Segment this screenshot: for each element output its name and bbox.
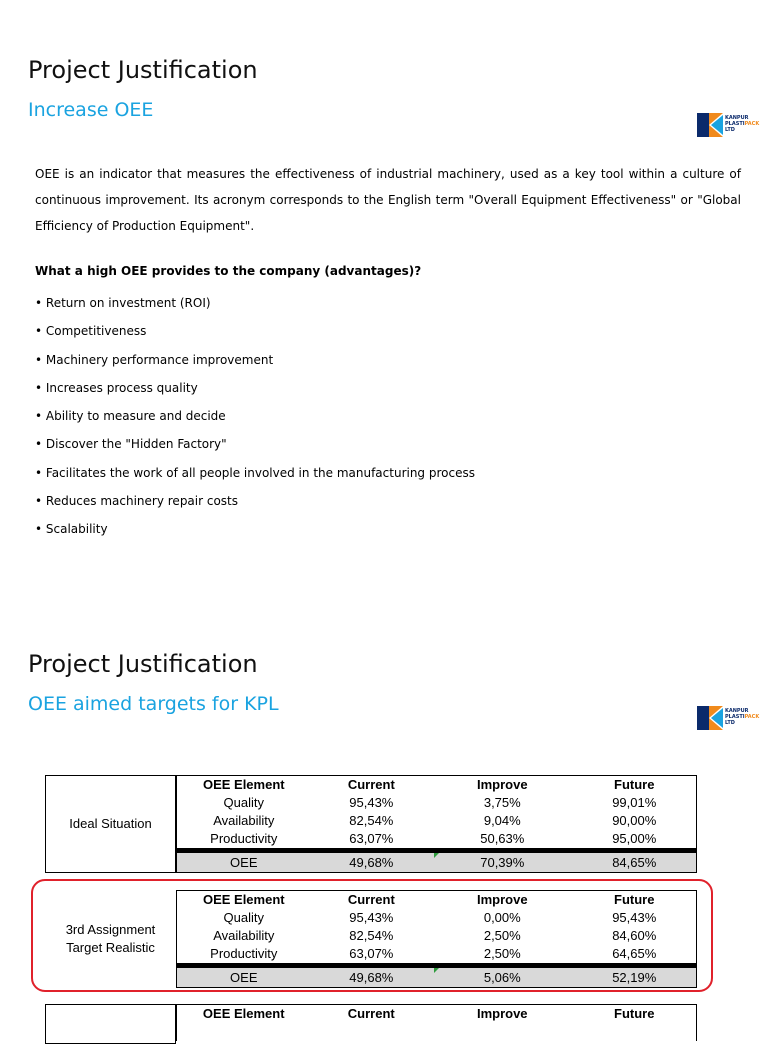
table-cell: 0,00% — [483, 910, 521, 925]
table-cell: 84,60% — [612, 928, 657, 943]
table-cell: 95,43% — [349, 910, 394, 925]
column-header: Future — [572, 1005, 696, 1024]
table-header-row — [177, 776, 697, 795]
table-header-row — [177, 1005, 697, 1024]
block-label: Ideal Situation — [45, 775, 176, 873]
advantages-heading: What a high OEE provides to the company (advantages)? — [35, 264, 422, 278]
table-cell: 63,07% — [311, 945, 433, 966]
list-item: • Machinery performance improvement — [35, 352, 274, 367]
logo-text: KANPUR PLASTIPACK LTD — [725, 115, 760, 133]
table-cell: 2,50% — [432, 945, 572, 966]
table-cell: Quality — [223, 795, 265, 810]
table-cell: 49,68% — [311, 966, 433, 988]
table-cell: 82,54% — [349, 813, 394, 828]
list-item: • Ability to measure and decide — [35, 409, 226, 424]
logo-mark-icon — [697, 113, 723, 137]
table-cell: 63,07% — [311, 830, 433, 851]
table-cell: 84,65% — [572, 851, 696, 873]
slide1-title: Project Justification — [28, 56, 258, 84]
table-cell: 50,63% — [432, 830, 572, 851]
advantages-list — [35, 290, 475, 545]
table-cell: Productivity — [177, 945, 311, 966]
column-header: Improve — [432, 1005, 572, 1024]
table-row — [177, 909, 697, 927]
table-cell: OEE — [177, 966, 311, 988]
table-row — [177, 945, 697, 966]
column-header: Improve — [432, 891, 572, 910]
table-cell: 5,06% — [432, 966, 572, 988]
table-row — [177, 830, 697, 851]
column-header: OEE Element — [177, 1005, 311, 1024]
table-cell: 49,68% — [311, 851, 433, 873]
block-label — [45, 1004, 176, 1044]
table-cell: 64,65% — [572, 945, 696, 966]
slide1-subtitle: Increase OEE — [28, 99, 154, 121]
logo-text: KANPUR PLASTIPACK LTD — [725, 708, 760, 726]
column-header: Current — [310, 1005, 432, 1024]
oee-block-realistic — [45, 890, 697, 987]
table-cell: Availability — [213, 813, 275, 828]
column-header: OEE Element — [177, 891, 311, 910]
column-header: Improve — [432, 776, 572, 795]
list-item: • Discover the "Hidden Factory" — [35, 437, 227, 452]
column-header: Current — [311, 776, 433, 795]
oee-definition-paragraph: OEE is an indicator that measures the effectiveness of industrial machinery, used as a key tool within a culture of continuous improvement. Its acronym corresponds to the English term "Overall Equipment Effectiveness" or "Global Efficiency of Production Equipment". — [35, 167, 741, 233]
company-logo — [697, 111, 767, 141]
table-header-row — [177, 891, 697, 910]
column-header: Future — [572, 776, 696, 795]
list-item: • Scalability — [35, 522, 108, 537]
table-cell: 99,01% — [612, 795, 657, 810]
oee-total-row — [177, 966, 697, 988]
table-cell: 82,54% — [349, 928, 394, 943]
table-row — [177, 927, 697, 945]
oee-block-third — [45, 1004, 697, 1044]
block-label: 3rd Assignment Target Realistic — [65, 921, 156, 955]
table-cell: Availability — [213, 928, 275, 943]
table-cell: 90,00% — [612, 813, 657, 828]
table-cell: 95,00% — [572, 830, 696, 851]
table-cell: 95,43% — [612, 910, 657, 925]
oee-total-row — [177, 851, 697, 873]
column-header: Current — [311, 891, 433, 910]
list-item: • Reduces machinery repair costs — [35, 494, 239, 509]
oee-table — [176, 890, 697, 988]
list-item: • Competitiveness — [35, 324, 147, 339]
table-cell: 3,75% — [483, 795, 521, 810]
oee-table — [176, 1004, 697, 1041]
table-row — [177, 1023, 697, 1041]
column-header: OEE Element — [177, 776, 311, 795]
list-item: • Return on investment (ROI) — [35, 296, 211, 310]
table-cell: 2,50% — [483, 928, 521, 943]
table-row — [177, 794, 697, 812]
list-item: • Increases process quality — [35, 380, 198, 395]
table-cell: 70,39% — [432, 851, 572, 873]
table-cell: Quality — [223, 910, 265, 925]
table-row — [177, 812, 697, 830]
oee-table — [176, 775, 697, 873]
table-cell: 95,43% — [349, 795, 394, 810]
list-item: • Facilitates the work of all people involved in the manufacturing process — [35, 465, 475, 480]
slide2-title: Project Justification — [28, 650, 258, 678]
column-header: Future — [572, 891, 696, 910]
oee-block-ideal — [45, 775, 697, 873]
table-cell: Productivity — [177, 830, 311, 851]
logo-mark-icon — [697, 706, 723, 730]
slide2-subtitle: OEE aimed targets for KPL — [28, 693, 279, 715]
table-cell: 9,04% — [483, 813, 521, 828]
company-logo — [697, 704, 767, 734]
table-cell: OEE — [177, 851, 311, 873]
table-cell: 52,19% — [572, 966, 696, 988]
